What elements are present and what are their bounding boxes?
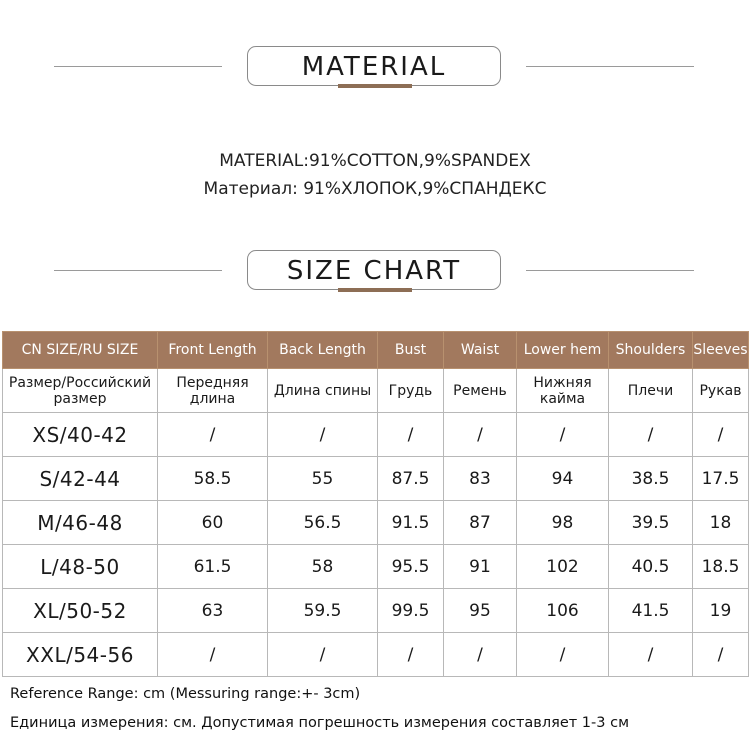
table-cell: 40.5 xyxy=(609,545,693,589)
table-cell: 91 xyxy=(444,545,517,589)
table-row xyxy=(3,545,749,589)
header-back-length: Back Length xyxy=(268,332,378,369)
table-cell: 18.5 xyxy=(693,545,749,589)
table-cell: / xyxy=(693,633,749,677)
table-cell: / xyxy=(609,413,693,457)
material-heading-underline xyxy=(338,84,412,88)
table-cell: 98 xyxy=(517,501,609,545)
table-cell: / xyxy=(378,633,444,677)
header-row-en xyxy=(3,332,749,369)
material-heading-box xyxy=(247,46,501,86)
table-cell: 95.5 xyxy=(378,545,444,589)
size-chart-table xyxy=(2,331,749,677)
table-cell: 19 xyxy=(693,589,749,633)
table-cell: / xyxy=(517,633,609,677)
size-chart-heading: SIZE CHART xyxy=(286,256,462,286)
size-cell: L/48-50 xyxy=(3,545,158,589)
material-line-en: MATERIAL:91%COTTON,9%SPANDEX xyxy=(219,151,531,171)
material-divider-left xyxy=(54,66,222,67)
size-chart-heading-box xyxy=(247,250,501,290)
size-cell: S/42-44 xyxy=(3,457,158,501)
table-row xyxy=(3,413,749,457)
table-cell: / xyxy=(268,633,378,677)
table-cell: / xyxy=(158,413,268,457)
size-chart-divider-right xyxy=(526,270,694,271)
table-cell: 102 xyxy=(517,545,609,589)
table-cell: / xyxy=(444,413,517,457)
table-cell: / xyxy=(609,633,693,677)
header-ru-size: Размер/Российский размер xyxy=(3,369,158,413)
size-cell: XXL/54-56 xyxy=(3,633,158,677)
table-cell: 58.5 xyxy=(158,457,268,501)
header-bust: Bust xyxy=(378,332,444,369)
table-cell: / xyxy=(268,413,378,457)
table-cell: 17.5 xyxy=(693,457,749,501)
table-cell: 55 xyxy=(268,457,378,501)
table-cell: 60 xyxy=(158,501,268,545)
reference-note-en: Reference Range: cm (Messuring range:+- 3cm) xyxy=(10,686,361,702)
table-cell: 39.5 xyxy=(609,501,693,545)
table-row xyxy=(3,633,749,677)
size-cell: XL/50-52 xyxy=(3,589,158,633)
header-ru-lower-hem: Нижняя кайма xyxy=(517,369,609,413)
table-cell: 41.5 xyxy=(609,589,693,633)
table-cell: 18 xyxy=(693,501,749,545)
table-cell: / xyxy=(158,633,268,677)
table-cell: 95 xyxy=(444,589,517,633)
table-cell: / xyxy=(378,413,444,457)
table-cell: / xyxy=(693,413,749,457)
table-cell: / xyxy=(444,633,517,677)
material-heading: MATERIAL xyxy=(301,52,447,82)
size-cell: M/46-48 xyxy=(3,501,158,545)
header-sleeves: Sleeves xyxy=(693,332,749,369)
header-ru-back-length: Длина спины xyxy=(268,369,378,413)
header-row-ru xyxy=(3,369,749,413)
table-cell: 83 xyxy=(444,457,517,501)
table-cell: 87.5 xyxy=(378,457,444,501)
size-chart-heading-underline xyxy=(338,288,412,292)
table-cell: 61.5 xyxy=(158,545,268,589)
table-row xyxy=(3,501,749,545)
header-shoulders: Shoulders xyxy=(609,332,693,369)
table-cell: 106 xyxy=(517,589,609,633)
table-cell: 59.5 xyxy=(268,589,378,633)
header-ru-shoulders: Плечи xyxy=(609,369,693,413)
table-cell: 63 xyxy=(158,589,268,633)
table-cell: 56.5 xyxy=(268,501,378,545)
header-waist: Waist xyxy=(444,332,517,369)
table-row xyxy=(3,589,749,633)
table-cell: / xyxy=(517,413,609,457)
reference-note-ru: Единица измерения: см. Допустимая погрешность измерения составляет 1-3 см xyxy=(10,715,630,731)
table-cell: 91.5 xyxy=(378,501,444,545)
table-cell: 87 xyxy=(444,501,517,545)
header-ru-front-length: Передняя длина xyxy=(158,369,268,413)
table-row xyxy=(3,457,749,501)
header-cn-ru-size: CN SIZE/RU SIZE xyxy=(3,332,158,369)
header-ru-bust: Грудь xyxy=(378,369,444,413)
table-cell: 38.5 xyxy=(609,457,693,501)
table-cell: 99.5 xyxy=(378,589,444,633)
header-ru-sleeves: Рукав xyxy=(693,369,749,413)
header-front-length: Front Length xyxy=(158,332,268,369)
size-cell: XS/40-42 xyxy=(3,413,158,457)
material-divider-right xyxy=(526,66,694,67)
material-line-ru: Материал: 91%ХЛОПОК,9%СПАНДЕКС xyxy=(203,179,547,199)
table-cell: 94 xyxy=(517,457,609,501)
size-chart-divider-left xyxy=(54,270,222,271)
table-cell: 58 xyxy=(268,545,378,589)
header-ru-waist: Ремень xyxy=(444,369,517,413)
header-lower-hem: Lower hem xyxy=(517,332,609,369)
